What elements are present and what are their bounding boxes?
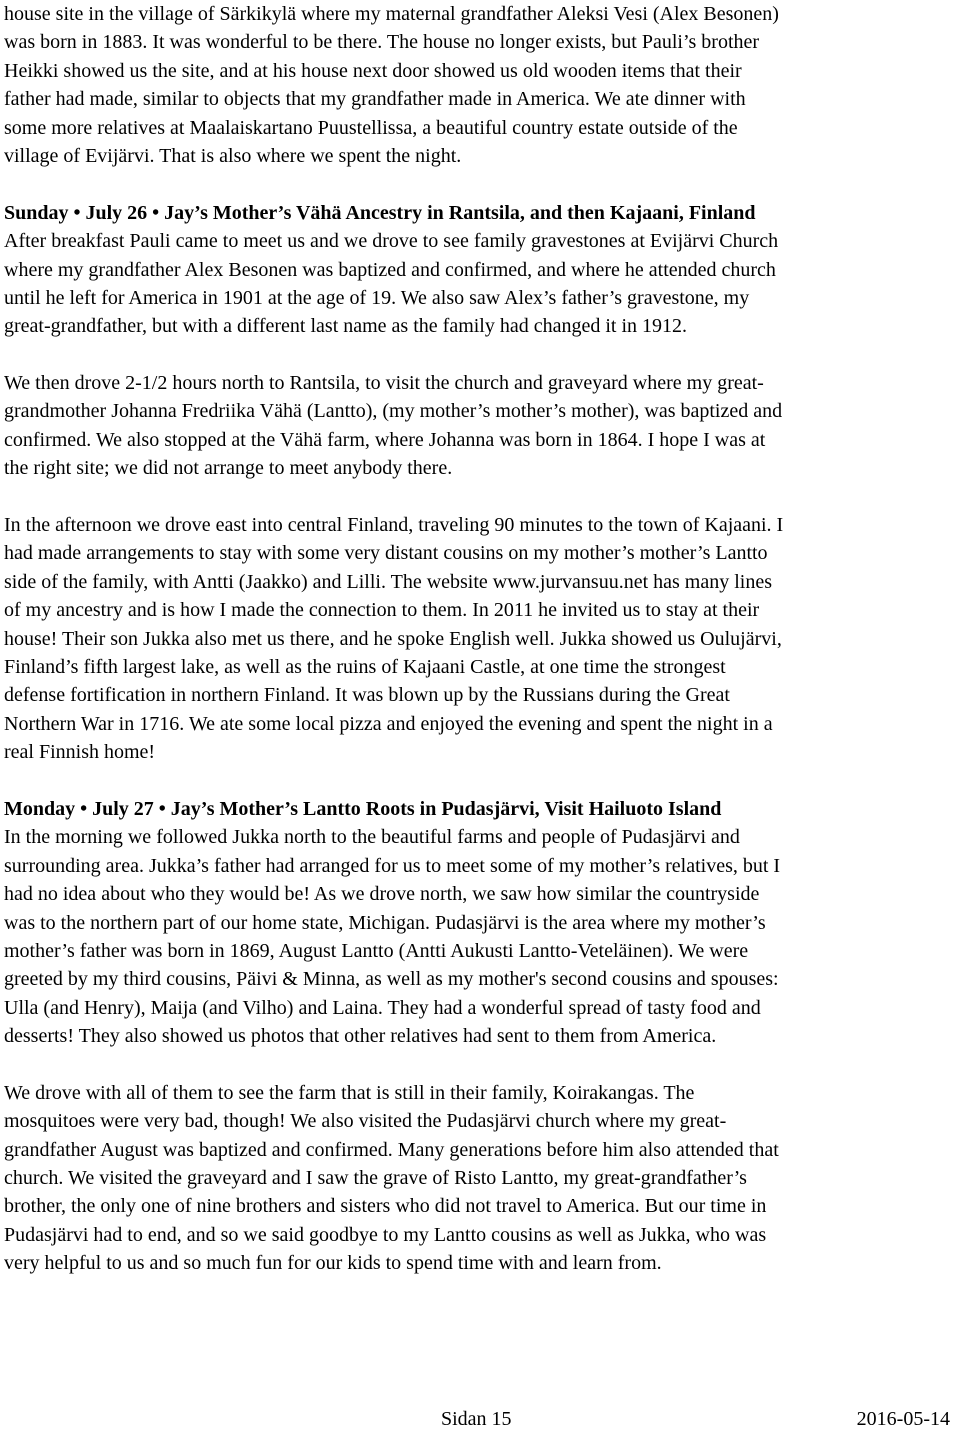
text-line: greeted by my third cousins, Päivi & Minna, as well as my mother's second cousins and spouses: (4, 968, 779, 991)
text-line: real Finnish home! (4, 741, 156, 764)
text-line: Heikki showed us the site, and at his house next door showed us old wooden items that their (4, 59, 742, 82)
text-line: father had made, similar to objects that my grandfather made in America. We ate dinner with (4, 88, 746, 111)
text-line: After breakfast Pauli came to meet us and we drove to see family gravestones at Evijärvi Church (4, 230, 779, 253)
text-line: side of the family, with Antti (Jaakko) and Lilli. The website www.jurvansuu.net has many lines (4, 570, 772, 593)
text-line: desserts! They also showed us photos that other relatives had sent to them from America. (4, 1025, 717, 1048)
text-line: We then drove 2-1/2 hours north to Rantsila, to visit the church and graveyard where my great- (4, 372, 764, 395)
text-line: grandmother Johanna Fredriika Vähä (Lantto), (my mother’s mother’s mother), was baptized and (4, 400, 783, 423)
text-line: the right site; we did not arrange to meet anybody there. (4, 457, 453, 480)
text-line: house site in the village of Särkikylä where my maternal grandfather Aleksi Vesi (Alex Besonen) (4, 3, 779, 25)
text-line: village of Evijärvi. That is also where we spent the night. (4, 144, 462, 167)
text-line: defense fortification in northern Finland. It was blown up by the Russians during the Great (4, 684, 730, 707)
intro-paragraph (4, 0, 958, 170)
text-line: Pudasjärvi had to end, and so we said goodbye to my Lantto cousins as well as Jukka, who was (4, 1223, 767, 1246)
text-line: mosquitoes were very bad, though! We also visited the Pudasjärvi church where my great- (4, 1110, 727, 1133)
document-page (4, 0, 958, 1278)
text-line: where my grandfather Alex Besonen was baptized and confirmed, and where he attended church (4, 258, 776, 281)
sunday-paragraph-3 (4, 511, 958, 767)
text-line: had made arrangements to stay with some very distant cousins on my mother’s mother’s Lantto (4, 542, 768, 565)
text-line: grandfather August was baptized and confirmed. Many generations before him also attended that (4, 1138, 779, 1161)
text-line: In the afternoon we drove east into central Finland, traveling 90 minutes to the town of Kajaani. I (4, 514, 784, 537)
paragraph-spacer (4, 767, 958, 795)
paragraph-spacer (4, 170, 958, 198)
text-line: Ulla (and Henry), Maija (and Vilho) and Laina. They had a wonderful spread of tasty food and (4, 996, 761, 1019)
text-line: surrounding area. Jukka’s father had arranged for us to meet some of my mother’s relatives, but I (4, 854, 781, 877)
page-number: Sidan 15 (441, 1408, 512, 1430)
monday-heading: Monday • July 27 • Jay’s Mother’s Lantto Roots in Pudasjärvi, Visit Hailuoto Island (4, 797, 722, 820)
sunday-paragraph-1 (4, 227, 958, 341)
text-line: very helpful to us and so much fun for our kids to spend time with and learn from. (4, 1252, 662, 1275)
text-line: of my ancestry and is how I made the connection to them. In 2011 he invited us to stay at their (4, 599, 760, 622)
text-line: church. We visited the graveyard and I saw the grave of Risto Lantto, my great-grandfather’s (4, 1167, 747, 1190)
footer-date: 2016-05-14 (856, 1408, 950, 1430)
text-line: some more relatives at Maalaiskartano Puustellissa, a beautiful country estate outside of the (4, 116, 738, 139)
text-line: Finland’s fifth largest lake, as well as the ruins of Kajaani Castle, at one time the strongest (4, 655, 726, 678)
text-line: until he left for America in 1901 at the age of 19. We also saw Alex’s father’s gravestone, my (4, 286, 750, 309)
paragraph-spacer (4, 1050, 958, 1078)
text-line: house! Their son Jukka also met us there, and he spoke English well. Jukka showed us Oulujärvi, (4, 627, 782, 650)
sunday-heading: Sunday • July 26 • Jay’s Mother’s Vähä Ancestry in Rantsila, and then Kajaani, Finland (4, 201, 756, 224)
text-line: mother’s father was born in 1869, August Lantto (Antti Aukusti Lantto-Veteläinen). We were (4, 939, 749, 962)
text-line: We drove with all of them to see the farm that is still in their family, Koirakangas. The (4, 1081, 695, 1104)
paragraph-spacer (4, 483, 958, 511)
page-footer (0, 1406, 960, 1432)
text-line: Northern War in 1716. We ate some local pizza and enjoyed the evening and spent the night in a (4, 712, 773, 735)
monday-paragraph-1 (4, 823, 958, 1050)
text-line: was born in 1883. It was wonderful to be there. The house no longer exists, but Pauli’s brother (4, 31, 760, 54)
text-line: confirmed. We also stopped at the Vähä farm, where Johanna was born in 1864. I hope I was at (4, 428, 766, 451)
text-line: great-grandfather, but with a different last name as the family had changed it in 1912. (4, 315, 688, 338)
text-line: brother, the only one of nine brothers and sisters who did not travel to America. But our time in (4, 1195, 767, 1218)
paragraph-spacer (4, 341, 958, 369)
sunday-paragraph-2 (4, 369, 958, 483)
text-line: In the morning we followed Jukka north to the beautiful farms and people of Pudasjärvi and (4, 826, 740, 849)
text-line: had no idea about who they would be! As we drove north, we saw how similar the countryside (4, 883, 760, 906)
monday-paragraph-2 (4, 1079, 958, 1278)
text-line: was to the northern part of our home state, Michigan. Pudasjärvi is the area where my mother’s (4, 911, 766, 934)
